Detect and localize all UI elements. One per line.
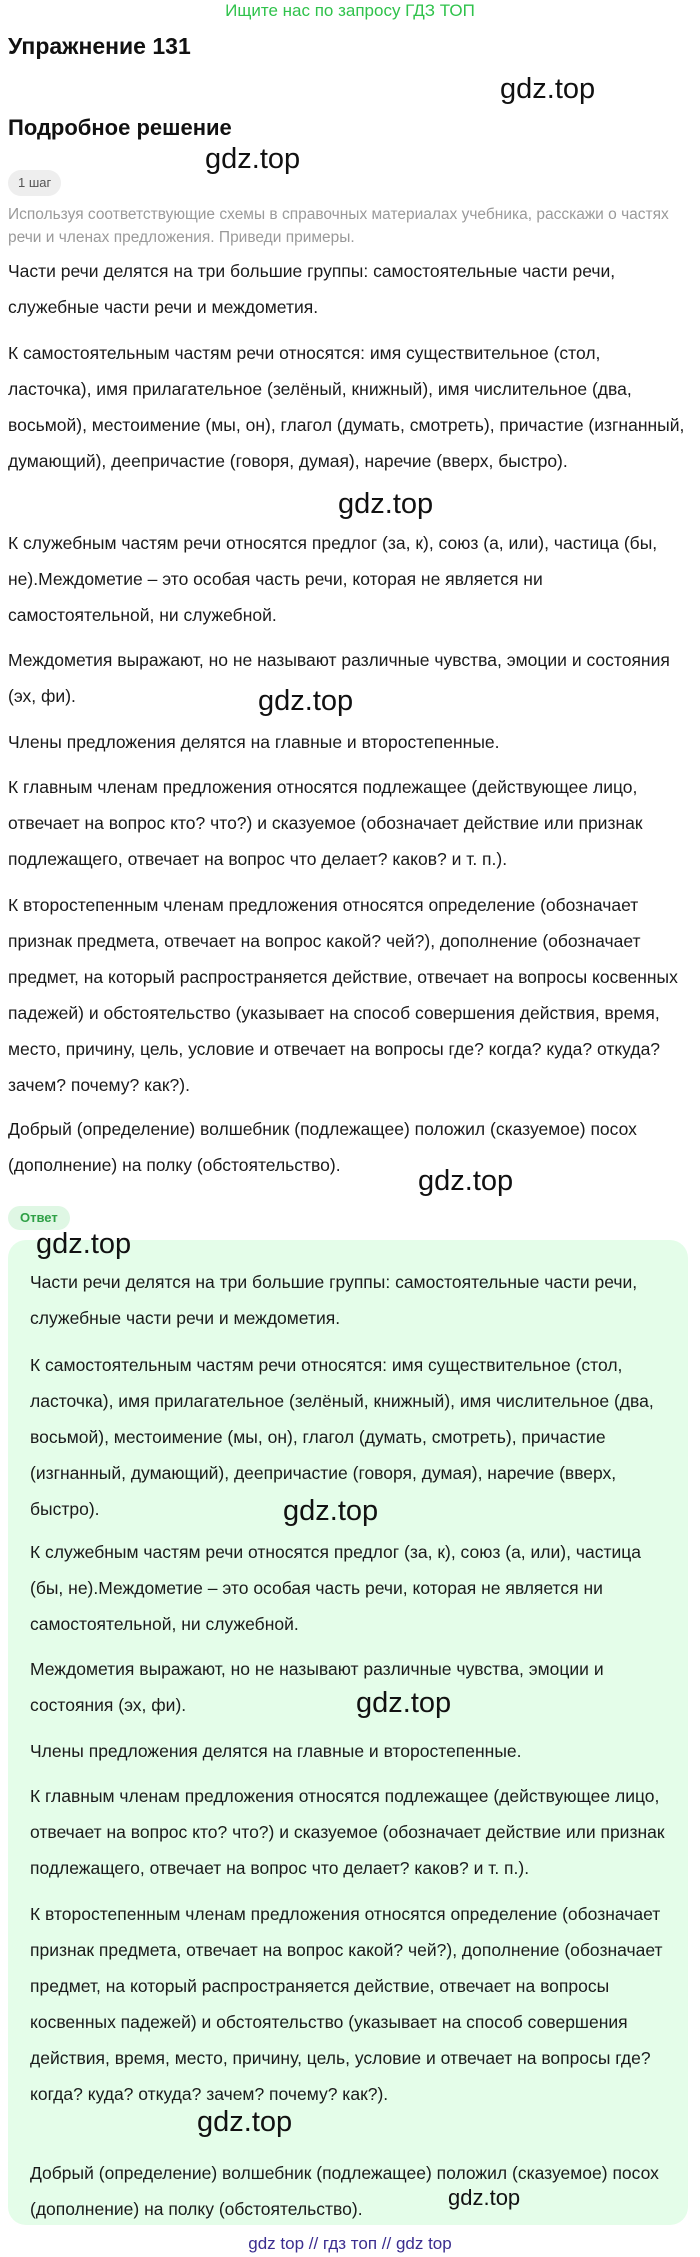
solution-paragraph: Междометия выражают, но не называют различные чувства, эмоции и состояния (эх, фи). — [8, 650, 670, 706]
watermark: gdz.top — [338, 488, 434, 520]
answer-badge: Ответ — [8, 1206, 70, 1230]
exercise-title: Упражнение 131 — [8, 33, 191, 59]
answer-paragraph: Члены предложения делятся на главные и второстепенные. — [30, 1741, 522, 1761]
answer-paragraph: К самостоятельным частям речи относятся: имя существительное (стол, ласточка), имя прилагательное (зелёный, книжный), имя числительное (два, восьмой), местоимение (мы, он), глагол (думать, смотреть), причастие (изгнанный, думающий), деепричастие (говоря, думая), наречие (вверх, быстро). — [30, 1355, 654, 1519]
solution-paragraph: К служебным частям речи относятся предлог (за, к), союз (а, или), частица (бы, не).Междометие – это особая часть речи, которая не является ни самостоятельной, ни служебной. — [8, 533, 658, 625]
answer-paragraph: К служебным частям речи относятся предлог (за, к), союз (а, или), частица (бы, не).Междометие – это особая часть речи, которая не является ни самостоятельной, ни служебной. — [30, 1542, 641, 1634]
solution-paragraph: К главным членам предложения относятся подлежащее (действующее лицо, отвечает на вопрос кто? что?) и сказуемое (обозначает действие или признак подлежащего, отвечает на вопрос что делает? каков? и т. п.). — [8, 777, 643, 869]
answer-paragraph: К второстепенным членам предложения относятся определение (обозначает признак предмета, отвечает на вопрос какой? чей?), дополнение (обозначает предмет, на который распространяется действие, отвечает на вопросы косвенных падежей) и обстоятельство (указывает на способ совершения действия, время, место, причину, цель, условие и отвечает на вопросы где? когда? куда? откуда? зачем? почему? как?). — [30, 1904, 663, 2104]
solution-paragraph: К второстепенным членам предложения относятся определение (обозначает признак предмета, отвечает на вопрос какой? чей?), дополнение (обозначает предмет, на который распространяется действие, отвечает на вопросы косвенных падежей) и обстоятельство (указывает на способ совершения действия, время, место, причину, цель, условие и отвечает на вопросы где? когда? куда? откуда? зачем? почему? как?). — [8, 895, 678, 1095]
watermark: gdz.top — [448, 2185, 521, 2210]
watermark: gdz.top — [258, 685, 354, 717]
watermark: gdz.top — [356, 1687, 452, 1719]
watermark: gdz.top — [283, 1495, 379, 1527]
answer-paragraph: Междометия выражают, но не называют различные чувства, эмоции и состояния (эх, фи). — [30, 1659, 604, 1715]
step-badge: 1 шаг — [8, 170, 61, 196]
solution-paragraph: К самостоятельным частям речи относятся: имя существительное (стол, ласточка), имя прилагательное (зелёный, книжный), имя числительное (два, восьмой), местоимение (мы, он), глагол (думать, смотреть), причастие (изгнанный, думающий), деепричастие (говоря, думая), наречие (вверх, быстро). — [8, 343, 685, 471]
watermark: gdz.top — [418, 1165, 514, 1197]
task-text: Используя соответствующие схемы в справочных материалах учебника, расскажи о частях речи и членах предложения. Приведи примеры. — [8, 206, 669, 246]
watermark: gdz.top — [500, 73, 596, 105]
search-banner: Ищите нас по запросу ГДЗ ТОП — [225, 1, 475, 20]
answer-paragraph: Части речи делятся на три большие группы: самостоятельные части речи, служебные части речи и междометия. — [30, 1272, 638, 1328]
solution-title: Подробное решение — [8, 115, 232, 140]
solution-paragraph: Части речи делятся на три большие группы: самостоятельные части речи, служебные части речи и междометия. — [8, 261, 616, 317]
watermark: gdz.top — [36, 1228, 132, 1260]
footer-links[interactable]: gdz top // гдз топ // gdz top — [248, 2234, 452, 2253]
solution-paragraph: Добрый (определение) волшебник (подлежащее) положил (сказуемое) посох (дополнение) на полку (обстоятельство). — [8, 1119, 637, 1175]
answer-paragraph: Добрый (определение) волшебник (подлежащее) положил (сказуемое) посох (дополнение) на полку (обстоятельство). — [30, 2163, 659, 2219]
watermark: gdz.top — [197, 2106, 293, 2138]
watermark: gdz.top — [205, 143, 301, 175]
answer-paragraph: К главным членам предложения относятся подлежащее (действующее лицо, отвечает на вопрос кто? что?) и сказуемое (обозначает действие или признак подлежащего, отвечает на вопрос что делает? каков? и т. п.). — [30, 1786, 665, 1878]
solution-paragraph: Члены предложения делятся на главные и второстепенные. — [8, 732, 500, 752]
